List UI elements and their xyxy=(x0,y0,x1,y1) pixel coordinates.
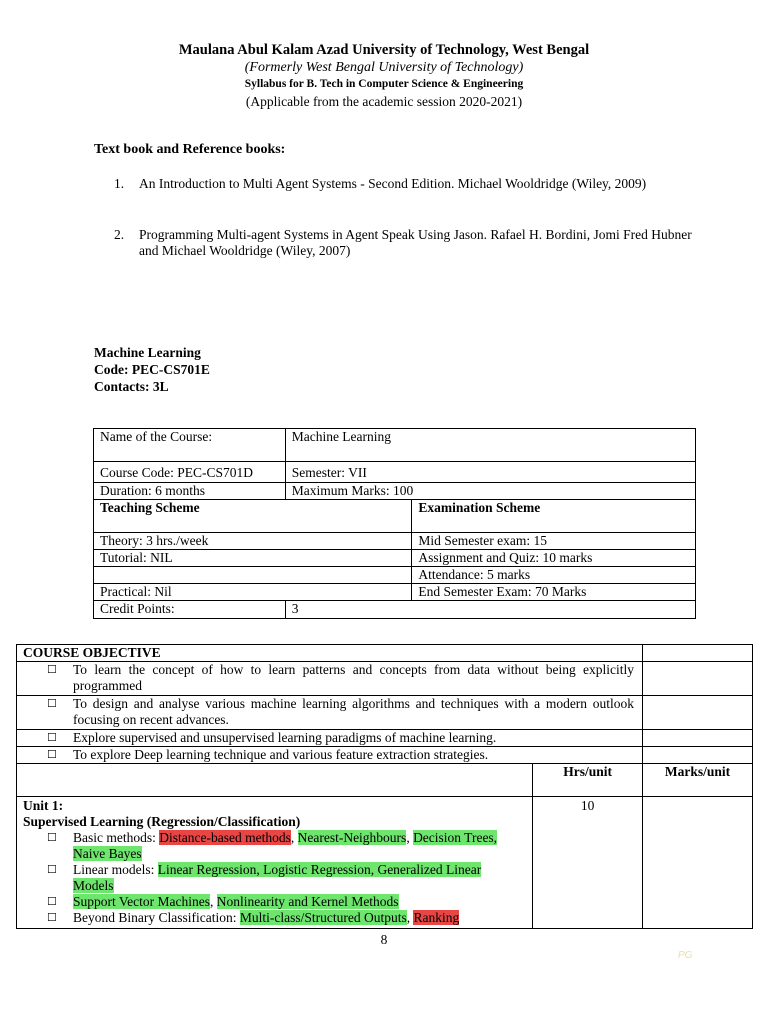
mid-sem-cell: Mid Semester exam: 15 xyxy=(412,533,696,550)
formerly-subtitle: (Formerly West Bengal University of Technology) xyxy=(244,60,524,75)
unit-item xyxy=(23,894,526,910)
book-number: 2. xyxy=(114,227,125,242)
objective-row xyxy=(17,696,643,730)
syllabus-subtitle: Syllabus for B. Tech in Computer Science & Engineering xyxy=(244,78,524,90)
objective-text: To design and analyse various machine learning algorithms and techniques with a modern outlook focusing on recent advances. xyxy=(73,696,635,727)
practical-cell: Practical: Nil xyxy=(94,584,412,601)
book-text: Programming Multi-agent Systems in Agent Speak Using Jason. Rafael H. Bordini, Jomi Fred Hubner and Michael Wooldridge (Wiley, 2007) xyxy=(139,227,692,258)
checkbox-icon: ☐ xyxy=(47,912,57,924)
book-item xyxy=(114,176,694,192)
unit-marks-cell xyxy=(643,797,753,929)
objective-row xyxy=(17,730,643,747)
course-code-cell: Course Code: PEC-CS701D xyxy=(94,462,286,483)
applicable-subtitle: (Applicable from the academic session 2020-2021) xyxy=(245,94,523,109)
max-marks-cell: Maximum Marks: 100 xyxy=(285,483,695,500)
end-sem-cell: End Semester Exam: 70 Marks xyxy=(412,584,696,601)
attendance-cell: Attendance: 5 marks xyxy=(412,567,696,584)
course-objective-table xyxy=(16,644,753,929)
empty-cell xyxy=(17,764,533,797)
objective-row xyxy=(17,662,643,696)
unit-title: Unit 1: xyxy=(23,798,64,813)
unit-hrs-cell: 10 xyxy=(533,797,643,929)
university-title: Maulana Abul Kalam Azad University of Technology, West Bengal xyxy=(178,42,590,58)
books-heading: Text book and Reference books: xyxy=(94,142,286,157)
theory-cell: Theory: 3 hrs./week xyxy=(94,533,412,550)
checkbox-icon: ☐ xyxy=(47,832,57,844)
unit-item-text: Basic methods: Distance-based methods, Nearest-Neighbours, Decision Trees, Naive Bayes xyxy=(73,830,498,861)
objective-text: Explore supervised and unsupervised learning paradigms of machine learning. xyxy=(73,730,497,745)
marks-unit-header: Marks/unit xyxy=(643,764,753,797)
course-name-label: Name of the Course: xyxy=(94,429,286,462)
unit-item-text: Support Vector Machines, Nonlinearity and Kernel Methods xyxy=(73,894,399,909)
empty-cell xyxy=(643,696,753,730)
course-info-table xyxy=(93,428,696,619)
empty-cell xyxy=(643,747,753,764)
unit-item-text: Beyond Binary Classification: Multi-class/Structured Outputs, Ranking xyxy=(73,910,460,925)
unit-item xyxy=(23,910,526,926)
course-name-heading: Machine Learning xyxy=(94,345,201,360)
empty-cell xyxy=(643,645,753,662)
tutorial-cell: Tutorial: NIL xyxy=(94,550,412,567)
objective-text: To learn the concept of how to learn patterns and concepts from data without being explicitly programmed xyxy=(73,662,635,693)
unit-item xyxy=(23,830,526,862)
checkbox-icon: ☐ xyxy=(47,749,57,761)
empty-cell xyxy=(643,662,753,696)
exam-scheme-header: Examination Scheme xyxy=(412,500,696,533)
teaching-scheme-header: Teaching Scheme xyxy=(94,500,412,533)
checkbox-icon: ☐ xyxy=(47,664,57,676)
duration-cell: Duration: 6 months xyxy=(94,483,286,500)
checkbox-icon: ☐ xyxy=(47,732,57,744)
course-objective-title: COURSE OBJECTIVE xyxy=(17,645,643,662)
course-name-value: Machine Learning xyxy=(285,429,695,462)
unit-item-text: Linear models: Linear Regression, Logistic Regression, Generalized Linear Models xyxy=(73,862,482,893)
credit-label-cell: Credit Points: xyxy=(94,601,286,619)
assignment-cell: Assignment and Quiz: 10 marks xyxy=(412,550,696,567)
page-number: 8 xyxy=(380,932,388,947)
book-text: An Introduction to Multi Agent Systems - Second Edition. Michael Wooldridge (Wiley, 2009) xyxy=(139,176,647,191)
book-item xyxy=(114,227,694,259)
unit-item xyxy=(23,862,526,894)
course-code-heading: Code: PEC-CS701E xyxy=(94,362,210,377)
checkbox-icon: ☐ xyxy=(47,896,57,908)
checkbox-icon: ☐ xyxy=(47,698,57,710)
credit-value-cell: 3 xyxy=(285,601,695,619)
semester-cell: Semester: VII xyxy=(285,462,695,483)
unit-subtitle: Supervised Learning (Regression/Classification) xyxy=(23,814,301,829)
watermark: PG xyxy=(678,950,693,961)
hrs-unit-header: Hrs/unit xyxy=(533,764,643,797)
course-contacts-heading: Contacts: 3L xyxy=(94,379,169,394)
checkbox-icon: ☐ xyxy=(47,864,57,876)
book-number: 1. xyxy=(114,176,125,191)
unit-1-content xyxy=(17,797,533,929)
empty-cell xyxy=(94,567,412,584)
objective-row xyxy=(17,747,643,764)
empty-cell xyxy=(643,730,753,747)
objective-text: To explore Deep learning technique and various feature extraction strategies. xyxy=(73,747,489,762)
